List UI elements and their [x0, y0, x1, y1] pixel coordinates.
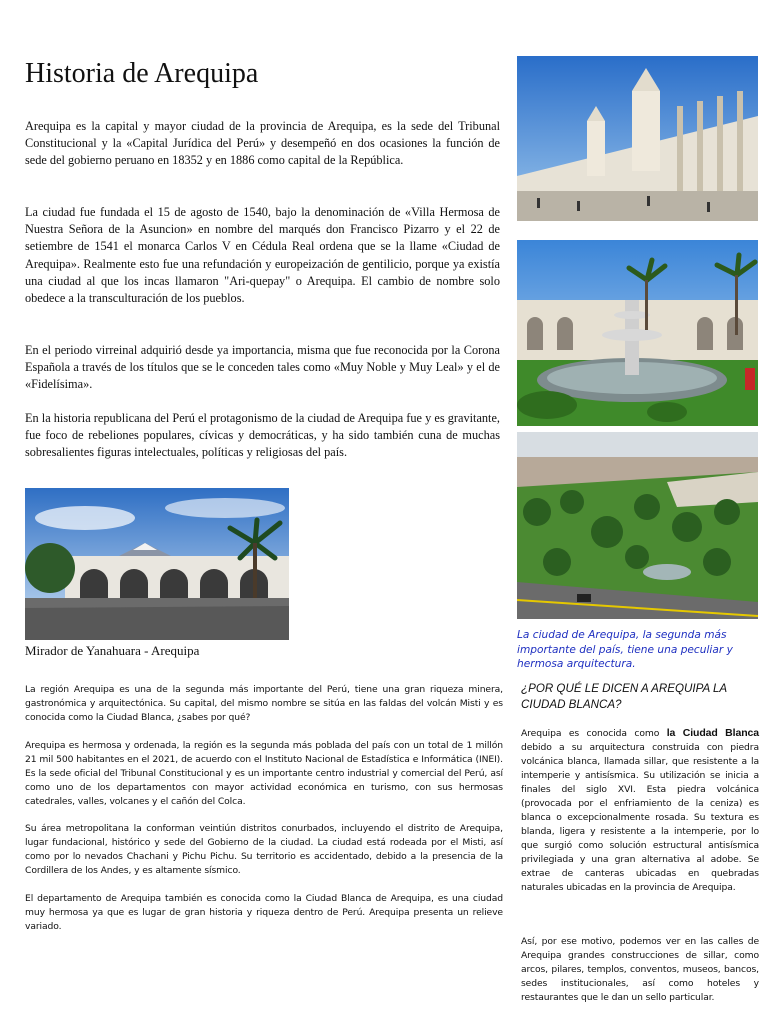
intro-paragraph: Arequipa es la capital y mayor ciudad de la provincia de Arequipa, es la sede del Tribunal Constitucional y la «Capital Jurídica del Perú» y desempeñó en dos ocasiones la función de sede del gobierno peruano en 18352 y en 1886 como capital de la República.	[25, 119, 500, 168]
metropolitan-area-paragraph: Su área metropolitana la conforman veintiún distritos conurbados, incluyendo el distrito de Arequipa, lugar fundacional, histórico y sede del Gobierno de la ciudad. La ciudad está rodeada por el Misti, así como por lo nevados Chachani y Pichu Pichu. Su territorio es accidentado, debido a la presencia de la Cordillera de los Andes, y es altamente sísmico.	[25, 823, 503, 876]
white-city-paragraph: El departamento de Arequipa también es conocida como la Ciudad Blanca de Arequipa, es una ciudad muy hermosa ya que es lugar de gran historia y riqueza dentro de Perú. Arequipa presenta un relieve variado.	[25, 893, 503, 932]
answer-paragraph-2: Así, por ese motivo, podemos ver en las calles de Arequipa grandes construcciones de sillar, como arcos, pilares, templos, conventos, museos, bancos, sedes institucionales, así como hoteles y restaurantes que le dan un sello particular.	[521, 936, 759, 1003]
question-title: ¿POR QUÉ LE DICEN A AREQUIPA LA CIUDAD BLANCA?	[521, 682, 727, 711]
page-title: Historia de Arequipa	[25, 58, 259, 89]
answer-paragraph-1	[521, 726, 759, 895]
region-intro-paragraph: La región Arequipa es una de la segunda más importante del Perú, tiene una gran riqueza minera, gastronómica y arquitectónica. Su capital, del mismo nombre se sitúa en las faldas del volcán Misti y es conocida como la Ciudad Blanca, ¿sabes por qué?	[25, 684, 503, 723]
aerial-plaza-photo	[517, 432, 758, 619]
photo-caption: Mirador de Yanahuara - Arequipa	[25, 643, 200, 658]
mirador-yanahuara-photo	[25, 488, 289, 640]
plaza-fountain-photo	[517, 240, 758, 426]
foundation-paragraph: La ciudad fue fundada el 15 de agosto de 1540, bajo la denominación de «Villa Hermosa de Nuestra Señora de la Asuncion» en nombre del marqués don Francisco Pizarro y el 22 de setiembre de 1541 el monarca Carlos V en Cédula Real ordena que se la llame «Ciudad de Arequipa». Realmente esto fue una refundación y europeización de gentilicio, porque ya existía una ciudad al que los incas llamaron "Ari-quepay" o Arequipa. El cambio de nombre solo obedece a la transculturación de los pueblos.	[25, 205, 500, 306]
cathedral-photo	[517, 56, 758, 221]
city-photo-caption: La ciudad de Arequipa, la segunda más importante del país, tiene una peculiar y hermosa arquitectura.	[517, 629, 733, 670]
region-population-paragraph: Arequipa es hermosa y ordenada, la región es la segunda más poblada del país con un total de 1 millón 21 mil 500 habitantes en el 2021, de acuerdo con el Instituto Nacional de Estadística e Informática (INEI). Es la sede oficial del Tribunal Constitucional y es un importante centro industrial y comercial del Perú, así como uno de los departamentos con mayor actividad económica en turismo, con sus hermosas catedrales, valles, volcanes y el cañón del Colca.	[25, 740, 503, 807]
viceroyalty-paragraph: En el periodo virreinal adquirió desde ya importancia, misma que fue reconocida por la Corona Española a través de los títulos que se le conceden tales como «Muy Noble y Muy Leal» y el de «Fidelísima».	[25, 343, 500, 392]
answer-text-rest: debido a su arquitectura construida con piedra volcánica blanca, llamada sillar, que resistente a la intemperie y antisísmica. Su utilización se inicia a finales del siglo XVI. Esta piedra volcánica (provocada por el enfriamiento de la ceniza) es blanca o excepcionalmente rosada. Su textura es blanda, ligera y resistente a la intemperie, por lo que surgió como solución estructural antisísmica privilegiada y una gran alternativa al adobe. Se extrae de canteras ubicadas en quebradas naturales ubicadas en la provincia de Arequipa.	[521, 742, 759, 893]
answer-text-start: Arequipa es conocida como	[521, 728, 667, 739]
republic-paragraph: En la historia republicana del Perú el protagonismo de la ciudad de Arequipa fue y es gravitante, fue foco de rebeliones populares, cívicas y democráticas, y ha sido también cuna de muchas sobresalientes figuras intelectuales, políticas y religiosas del país.	[25, 411, 500, 460]
ciudad-blanca-highlight: la Ciudad Blanca	[666, 727, 759, 739]
